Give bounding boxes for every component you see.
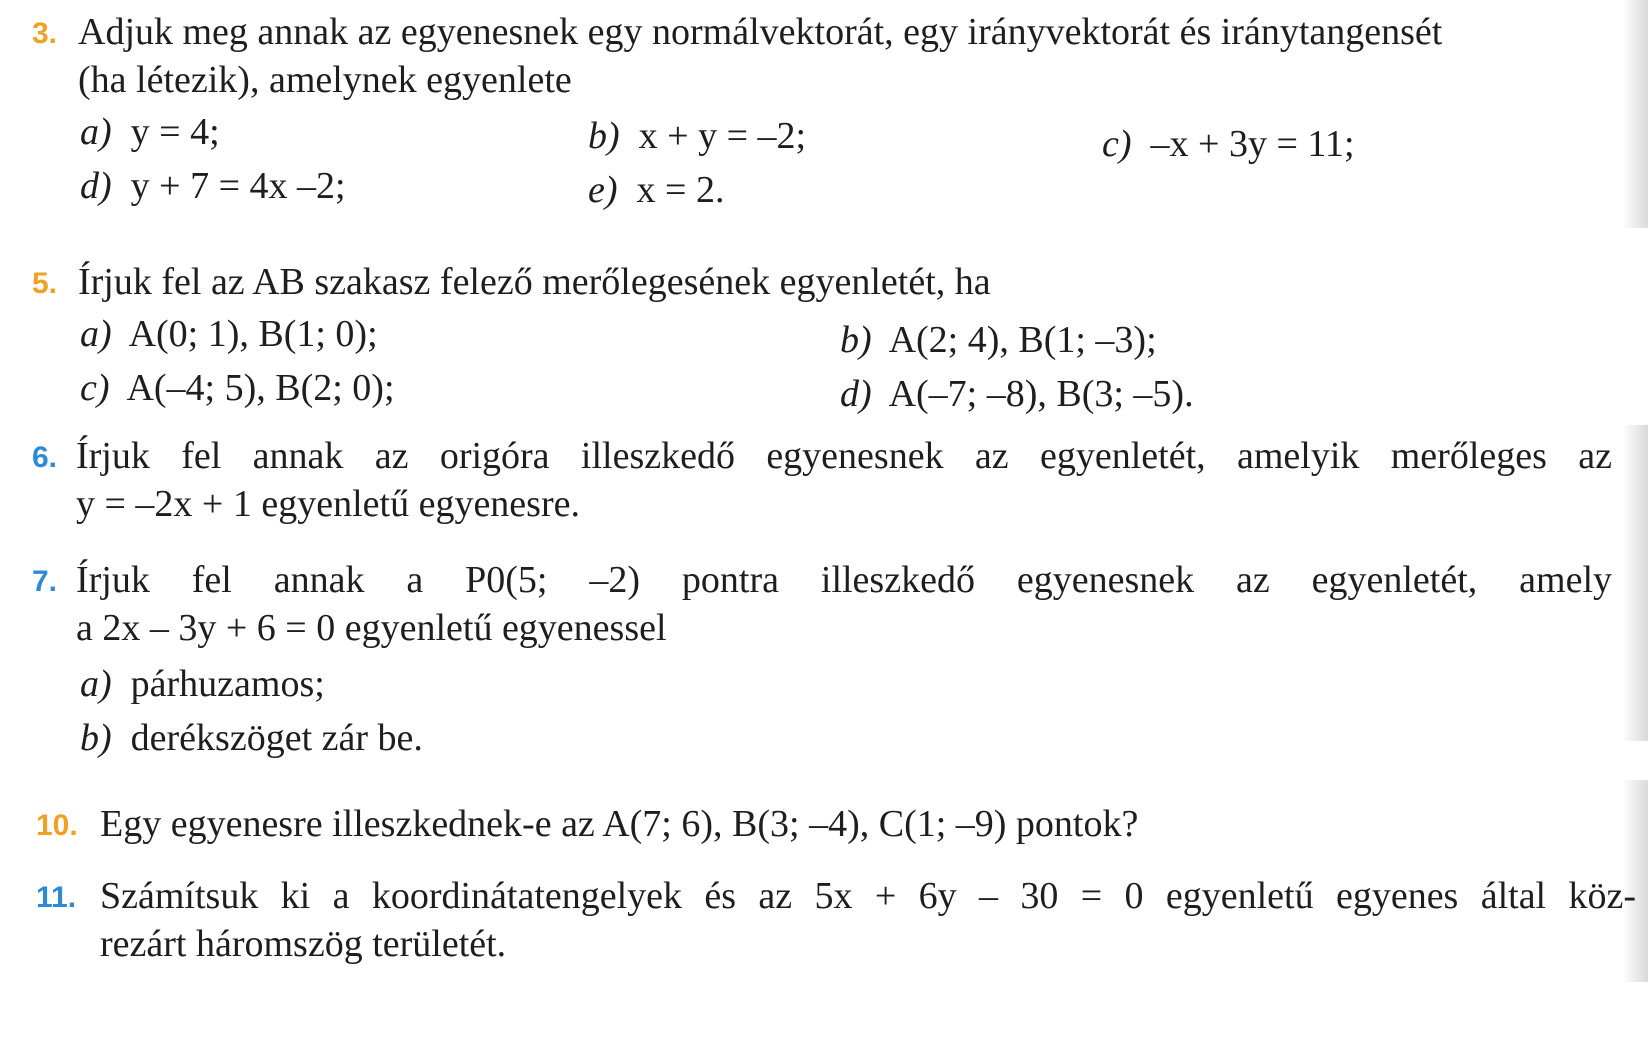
problem-number: 10. [36,809,78,842]
option-text: –x + 3y = 11; [1150,123,1355,165]
problem-stem: (ha létezik), amelynek egyenlete [78,59,572,101]
option-b: b) derékszöget zár be. [80,717,423,759]
option-text: A(2; 4), B(1; –3); [888,319,1157,361]
problem-number: 7. [32,565,58,598]
problem-5 [0,258,1648,418]
problem-number: 11. [36,881,77,914]
option-c: c) –x + 3y = 11; [1102,123,1355,165]
problem-stem: Írjuk fel annak az origóra illeszkedő egyenesnek az egyenletét, amelyik merőleges az [76,435,1612,477]
problem-stem: a 2x – 3y + 6 = 0 egyenletű egyenessel [76,607,667,649]
option-text: y = 4; [130,111,220,153]
problem-stem: Számítsuk ki a koordinátatengelyek és az 5x + 6y – 30 = 0 egyenletű egyenes által köz- [100,875,1636,917]
option-e: e) x = 2. [588,169,725,211]
problem-number: 3. [32,17,58,50]
option-text: A(–4; 5), B(2; 0); [126,367,395,409]
problem-6 [0,432,1648,532]
problem-number: 6. [32,441,58,474]
problem-stem: rezárt háromszög területét. [100,923,507,965]
problem-11 [0,872,1648,972]
option-text: x = 2. [636,169,725,211]
problem-stem: Egy egyenesre illeszkednek-e az A(7; 6), B(3; –4), C(1; –9) pontok? [100,803,1139,845]
option-text: párhuzamos; [130,663,325,705]
problem-10 [0,800,1648,856]
problem-number: 5. [32,267,58,300]
option-text: y + 7 = 4x –2; [130,165,346,207]
problem-stem: Adjuk meg annak az egyenesnek egy normálvektorát, egy irányvektorát és iránytangensét [78,11,1443,53]
option-c: c) A(–4; 5), B(2; 0); [80,367,395,409]
option-a: a) A(0; 1), B(1; 0); [80,313,378,355]
problem-7 [0,556,1648,766]
option-b: b) x + y = –2; [588,115,807,157]
option-b: b) A(2; 4), B(1; –3); [840,319,1157,361]
option-text: x + y = –2; [638,115,807,157]
option-d: d) y + 7 = 4x –2; [80,165,346,207]
option-text: A(0; 1), B(1; 0); [128,313,378,355]
problem-stem: y = –2x + 1 egyenletű egyenesre. [76,483,580,525]
option-a: a) párhuzamos; [80,663,325,705]
problem-stem: Írjuk fel az AB szakasz felező merőlegesének egyenletét, ha [78,261,991,303]
option-a: a) y = 4; [80,111,220,153]
option-text: A(–7; –8), B(3; –5). [888,373,1194,415]
option-text: derékszöget zár be. [130,717,423,759]
option-d: d) A(–7; –8), B(3; –5). [840,373,1194,415]
problem-3 [0,8,1648,218]
problem-stem: Írjuk fel annak a P0(5; –2) pontra illeszkedő egyenesnek az egyenletét, amely [76,559,1612,601]
